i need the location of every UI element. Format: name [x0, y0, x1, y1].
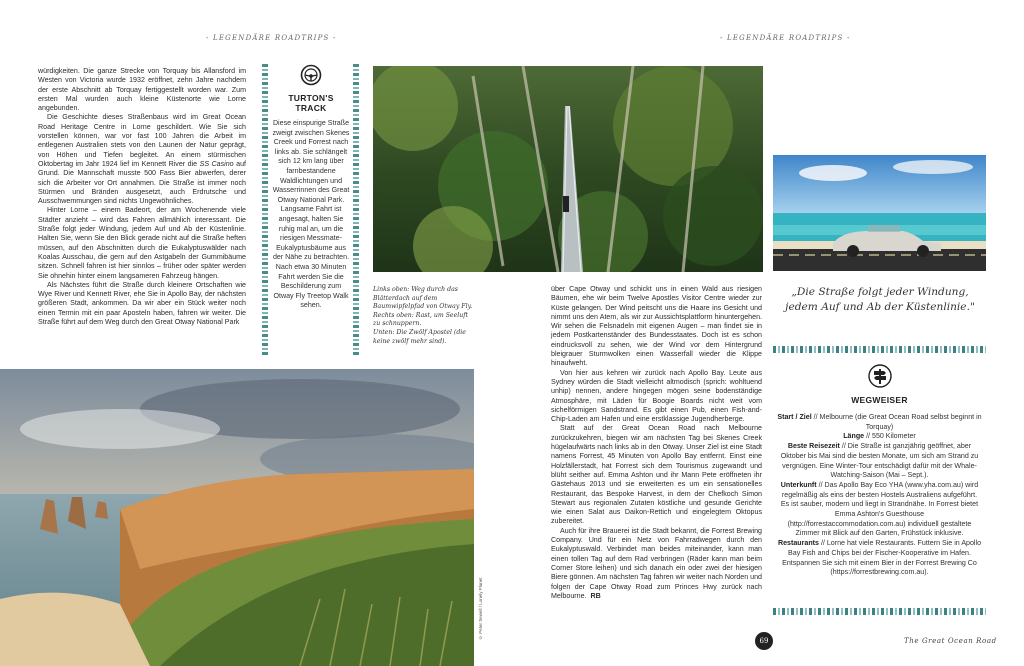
paragraph-text: Die Geschichte dieses Straßenbaus wird im Great Ocean Road Heritage Centre in Lorne geschildert. Wie Sie sich vorstellen können, war vor fast 100 Jahren die Arbeit im entlegenen Australien stets von den Launen der Natur geprägt, von Höhen und Tiefen begleitet. An einem stürmischen Oktobertag im Jahr 1924 lief im Kennett River die [38, 113, 246, 168]
wegweiser-entry [777, 413, 982, 432]
entry-label: Start / Ziel [777, 413, 812, 421]
wegweiser-entry [777, 442, 982, 481]
entry-label: Beste Reisezeit [787, 442, 840, 451]
entry-label: Länge [843, 432, 865, 441]
paragraph-text: auf Grund. Die Mannschaft musste 500 Fass Bier abwerfen, derer sich die Arbeiter vor Ort annahmen. Die Straße ist immer noch Stürmen und Bränden ausgesetzt, auch Erdrutsche und Ausschwemmungen sind nichts Ungewöhnliches. [38, 159, 246, 206]
paragraph-text: würdigkeiten. Die ganze Strecke von Torquay bis Allansford im Westen von Victoria wurde 1932 eröffnet, zehn Jahre nachdem der erste Abschnitt ab Torquay fertiggestellt worden war. Zum ersten Mal wurden auch kleine Küstenorte wie Lorne angebunden. [38, 67, 246, 113]
entry-text: // 550 Kilometer [864, 432, 916, 441]
left-text-column [38, 67, 246, 327]
steering-wheel-icon [272, 64, 350, 91]
wegweiser-entries [773, 413, 986, 578]
italic-ship-name: SS Casino [199, 159, 234, 168]
wegweiser-title: WEGWEISER [851, 395, 908, 405]
center-paragraph [551, 424, 762, 526]
entry-text: // Das Apollo Bay Eco YHA (www.yha.com.au) wird regelmäßig als eins der besten Hostels Australiens aufgeführt. Es ist sauber, modern und liegt in Strandnähe. In Forrest bietet Emma Ashton's Guesthouse (http://forrestaccommodation.com.au) individuell gestaltete Zimmer mit Blick auf den Garten, Frühstück inklusive. [780, 480, 979, 538]
paragraph-text: Statt auf der Great Ocean Road nach Melbourne zurückzukehren, biegen wir am nächsten Tag bei Skenes Creek hügelaufwärts nach links ab in den Otway. Unser Ziel ist eine Stadt namens Forrest, 45 Minuten von Apollo Bay entfernt. Einst eine Holzfällerstadt, hat Forrest sich dem Tourismus zugewandt und blüht seither auf. Emma Ashton und ihr Mann Pete eröffneten ihr Gästehaus 2013 und sie erweiterten es um ein sensationelles Restaurant, das Bespoke Harvest, in dem der Chefkoch Simon Stewart aus regionalen Zutaten köstliche und gesunde Gerichte wie einen Salat aus Daikon-Rettich und eingelegtem Oktopus zubereitet. [551, 424, 762, 526]
center-text-column [551, 285, 762, 601]
turtons-track-text: Diese einspurige Straße zweigt zwischen Skenes Creek und Forrest nach links ab. Sie schlängelt sich 12 km lang über farnbestandene Waldlichtungen und Wasserrinnen des Great Otway National Park. Langsame Fahrt ist angesagt, halten Sie ruhig mal an, um die riesigen Messmate-Eukalyptusbäume aus der Nähe zu betrachten. Nach etwa 30 Minuten Fahrt werden Sie die Beschilderung zum Otway Fly Treetop Walk sehen. [272, 119, 350, 310]
decorative-divider-bottom [773, 608, 986, 615]
page-number: 69 [755, 632, 773, 650]
entry-text: // Lorne hat viele Restaurants. Futtern Sie in Apollo Bay Fish and Chips bei der Fischer-Kooperative im Hafen. Entspannen Sie sich mit einem Bier in der Forrest Brewing Co (https://forrestbrewing.com.au). [782, 539, 982, 577]
forest-canopy-photo [373, 66, 763, 272]
caption-forest: Links oben: Weg durch das Blätterdach auf dem Baumwipfelpfad von Otway Fly. [373, 286, 473, 311]
entry-text: // Melbourne (die Great Ocean Road selbst beginnt in Torquay) [811, 413, 982, 431]
caption-car: Rechts oben: Rast, um Seeluft zu schnuppern. [373, 311, 468, 328]
paragraph-text: Von hier aus kehren wir zurück nach Apollo Bay. Leute aus Sydney würden die Stadt vielleicht altmodisch (sprich: wohltuend unhip) nennen, andere hingegen mögen seine bodenständige Atmosphäre, mit Läden für Boogie Boards nicht weit vom sichelförmigen Sandstrand. Es gibt einen Pub, einen Fish-and-Chip-Laden am Hafen und eine erstklassige Jugendherberge. [551, 368, 762, 424]
center-paragraph [551, 369, 762, 425]
left-paragraph [38, 67, 246, 113]
paragraph-text: über Cape Otway und schickt uns in einen Wald aus riesigen Bäumen, ehe wir beim Twelve Apostles Visitor Centre wieder zur Küste gelangen. Der Wind peitscht uns die Haare ins Gesicht und nimmt uns den Atem, als wir zur Aussichtsplattform hinuntergehen. Wir sehen die Felsnadeln mit eigenen Augen – man findet sie in jedem Postkartenständer des Bundesstaates. Doch ist es schon eindrucksvoll zu sehen, wie der Wind vor dem Hintergrund bleigrauer Sturmwolken einen Wasserfall wieder die Klippe hinaufweht. [551, 285, 762, 368]
center-paragraph [551, 527, 762, 601]
decorative-border-right [353, 64, 359, 356]
left-paragraph [38, 113, 246, 206]
entry-label: Unterkunft [780, 480, 817, 489]
wegweiser-entry [777, 481, 982, 539]
decorative-divider-top [773, 346, 986, 353]
running-header-right: - LEGENDÄRE ROADTRIPS - [720, 34, 851, 42]
pull-quote: „Die Straße folgt jeder Windung, jedem Auf und Ab der Küstenlinie." [785, 286, 975, 313]
running-header-left: - LEGENDÄRE ROADTRIPS - [206, 34, 337, 42]
twelve-apostles-photo [0, 369, 474, 666]
wegweiser-entry [777, 539, 982, 578]
entry-label: Restaurants [777, 539, 819, 548]
left-paragraph [38, 281, 246, 327]
paragraph-text: Auch für ihre Brauerei ist die Stadt bekannt, die Forrest Brewing Company. Und für ein Netz von Fahrradwegen durch den Eukalyptuswald. Verbindet man beides miteinander, kann man einen tollen Tag auf dem Rad verbringen (Räder kann man beim Corner Store leihen) und sich danach ein oder zwei der hiesigen Biere gönnen. Am nächsten Tag fahren wir weiter nach Norden und folgen der Cape Otway Road zum Princes Hwy zurück nach Melbourne. [551, 526, 762, 600]
caption-apostles: Unten: Die Zwölf Apostel (die keine zwölf mehr sind). [373, 328, 466, 345]
author-signoff: RB [590, 591, 601, 600]
center-paragraph [551, 285, 762, 369]
decorative-border-left [262, 64, 268, 356]
photo-credit: © Peter Sewell / Lonely Planet [478, 577, 483, 640]
wegweiser-box [773, 364, 986, 578]
photo-captions [373, 286, 473, 346]
turtons-track-box [272, 64, 350, 311]
left-paragraph [38, 206, 246, 280]
signpost-icon [773, 364, 986, 393]
running-footer-title: The Great Ocean Road [904, 637, 997, 645]
car-coast-photo [773, 155, 986, 271]
paragraph-text: Als Nächstes führt die Straße durch kleinere Ortschaften wie Wye River und Kennett River, ehe Sie in Apollo Bay, der nächsten größeren Stadt, ankommen. Da wir aber ein Stück weiter noch einen Termin mit ein paar Aposteln haben, fahren wir weiter. Die Straße führt auf dem Weg durch den Great Otway National Park [38, 280, 246, 327]
turtons-track-title: TURTON'S TRACK [288, 93, 334, 113]
wegweiser-entry [777, 432, 982, 442]
entry-text: // Die Straße ist ganzjährig geöffnet, aber Oktober bis Mai sind die besten Monate, um sich am Strand zu vergnügen. Eine Winter-Tour entschädigt dafür mit der Whale-Watching-Saison (Mai – Sept.). [780, 442, 979, 480]
paragraph-text: Hinter Lorne – einem Badeort, der am Wochenende viele Städter anzieht – wird das Fahren allmählich interessant. Die Straße folgt jeder Windung, jedem Auf und Ab der Küstenlinie. Halten Sie, wenn Sie den Blick gerade nicht auf die Straße heften müssen, auf den Abschnitten durch die Eukalyptuswälder nach Koalas Ausschau, die gern auf den Astgabeln der Gummibäume sitzen. Schnell fahren ist hier sinnlos – früher oder später werden Sie ohnehin hinter einem langsameren Fahrzeug hängen. [38, 206, 246, 280]
